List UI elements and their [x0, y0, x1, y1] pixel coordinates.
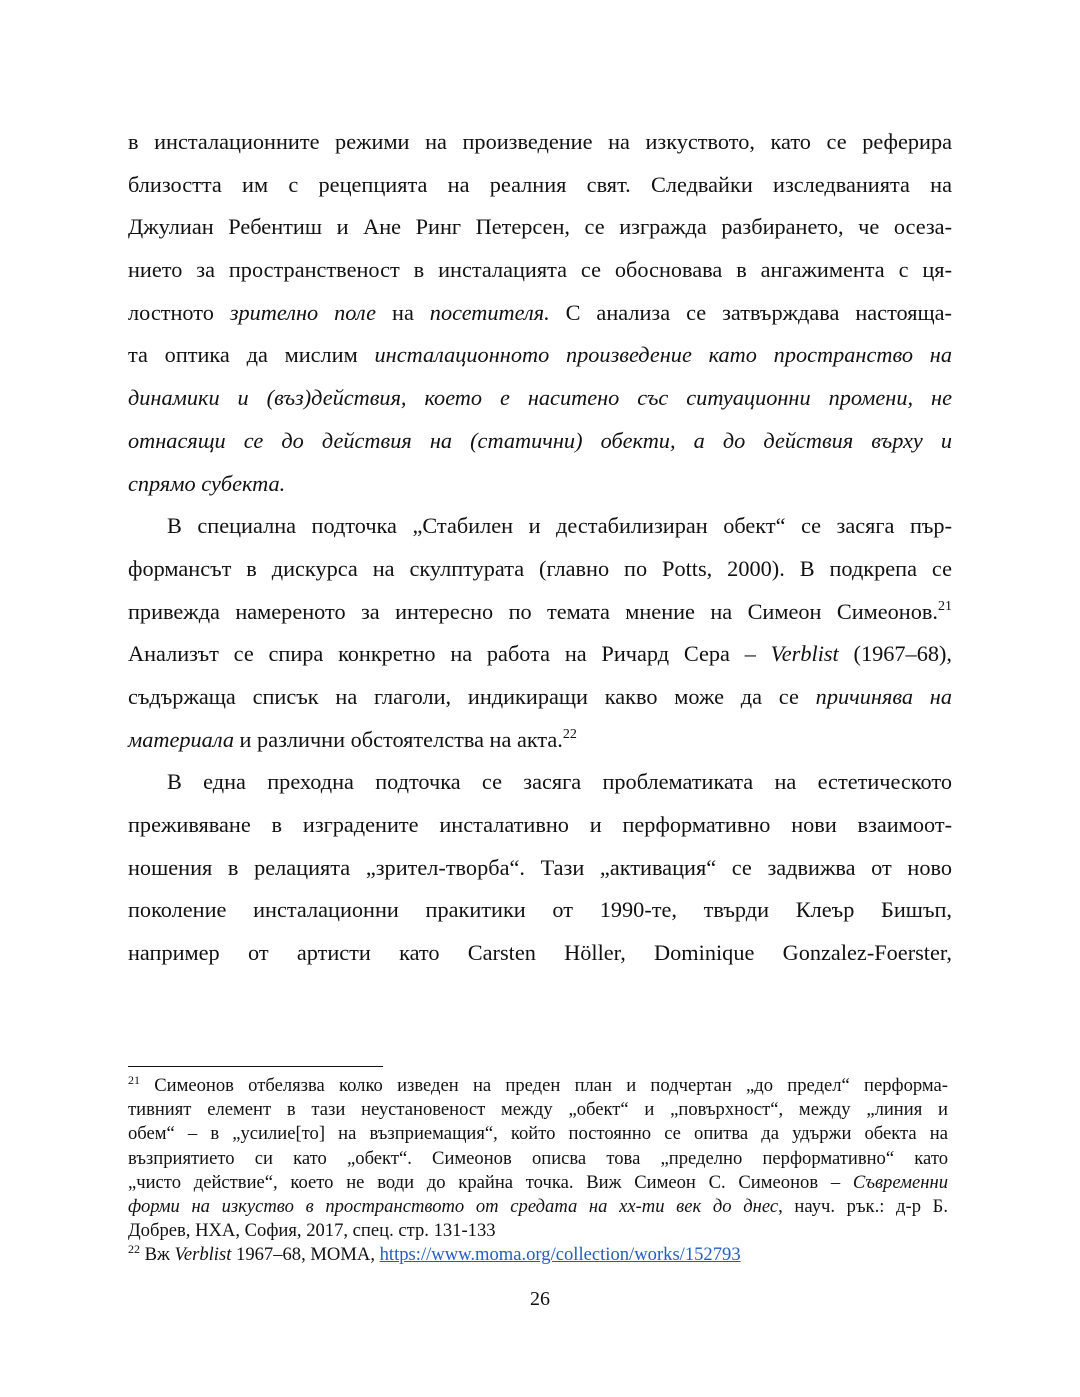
text-segment: Вж: [140, 1244, 175, 1266]
text-segment: лостното: [128, 299, 230, 325]
text-segment: обем“ – в „усилие[то] на възприемащия“, който постоянно се опитва да удържи обекта на: [128, 1123, 948, 1145]
text-segment: , науч. рък.: д-р Б.: [778, 1195, 948, 1217]
text-segment: тивният елемент в тази неустановеност между „обект“ и „повърхност“, между „линия и: [128, 1099, 948, 1121]
italic-text: динамики и (въз)действия, което е наситено със ситуационни промени, не: [128, 385, 952, 411]
footnote-line: [128, 1171, 948, 1195]
text-line: [128, 761, 952, 804]
text-segment: С анализа се затвърждава настояща-: [549, 299, 952, 325]
text-line: [128, 804, 952, 847]
page-number: 26: [530, 1288, 550, 1310]
text-line: [128, 548, 952, 591]
text-line: [128, 633, 952, 676]
footnote-ref: 21: [128, 1073, 140, 1087]
text-segment: близостта им с рецепцията на реалния свят. Следвайки изследванията на: [128, 171, 952, 197]
text-segment: например от артисти като Carsten Höller, Dominique Gonzalez-Foerster,: [128, 940, 952, 966]
source-link[interactable]: https://www.moma.org/collection/works/152793: [379, 1244, 741, 1266]
text-segment: формансът в дискурса на скулптурата (главно по Potts, 2000). В подкрепа се: [128, 555, 952, 581]
text-line: [128, 591, 952, 634]
footnote-ref: 22: [562, 726, 577, 742]
text-line: [128, 932, 952, 975]
text-segment: 1967–68, MOMA,: [231, 1244, 380, 1266]
text-segment: ношения в релацията „зрител-творба“. Тази „активация“ се задвижва от ново: [128, 854, 952, 880]
text-segment: Анализът се спира конкретно на работа на Ричард Сера –: [128, 641, 771, 667]
footnote-line: [128, 1147, 948, 1171]
italic-text: инсталационното произведение като пространство на: [374, 342, 952, 368]
footnote-line: [128, 1243, 948, 1267]
text-segment: привежда намереното за интересно по темата мнение на Симеон Симеонов.: [128, 598, 938, 624]
text-segment: та оптика да мислим: [128, 342, 375, 368]
text-line: [128, 377, 952, 420]
text-segment: в инсталационните режими на произведение на изкуството, като се реферира: [128, 129, 952, 154]
italic-text: зрително поле: [229, 299, 377, 325]
footnote-ref: 21: [938, 598, 952, 614]
italic-text: отнасящи се до действия на (статични) обекти, а до действия върху и: [128, 427, 952, 453]
text-line: [128, 719, 952, 762]
footnotes: [128, 1074, 948, 1268]
text-line: [128, 463, 952, 506]
italic-text: Verblist: [770, 641, 839, 667]
text-line: [128, 292, 952, 335]
text-segment: Добрев, НХА, София, 2017, спец. стр. 131-133: [128, 1220, 496, 1242]
italic-text: форми на изкуство в пространството от средата на хх-ти век до днес: [128, 1195, 779, 1217]
text-segment: нието за пространственост в инсталацията се обосновава в ангажимента с ця-: [128, 257, 952, 283]
text-segment: преживяване в изградените инсталативно и перформативно нови взаимоот-: [128, 812, 952, 837]
text-line: [128, 121, 952, 164]
footnote-line: [128, 1098, 948, 1122]
footnote-line: [128, 1195, 948, 1219]
italic-text: материала: [128, 726, 234, 752]
text-line: [128, 847, 952, 890]
text-line: [128, 889, 952, 932]
footnote-line: [128, 1122, 948, 1146]
footnote-line: [128, 1219, 948, 1243]
text-segment: съдържаща списък на глаголи, индикиращи какво може да се: [128, 683, 816, 709]
italic-text: причинява на: [815, 683, 952, 709]
text-line: [128, 164, 952, 207]
text-line: [128, 420, 952, 463]
italic-text: посетителя.: [429, 299, 550, 325]
text-segment: и различни обстоятелства на акта.: [233, 726, 563, 752]
text-segment: възприятието си като „обект“. Симеонов описва това „пределно перформативно“ като: [128, 1147, 948, 1169]
text-line: [128, 206, 952, 249]
text-line: [128, 334, 952, 377]
footnote-line: [128, 1074, 948, 1098]
text-segment: Симеонов отбелязва колко изведен на преден план и подчертан „до предел“ перформа-: [140, 1075, 948, 1096]
text-line: [128, 249, 952, 292]
text-segment: поколение инсталационни пракитики от 1990-те, твърди Клеър Бишъп,: [128, 897, 952, 923]
text-segment: Джулиан Ребентиш и Ане Ринг Петерсен, се изгражда разбирането, че осеза-: [128, 214, 952, 240]
text-segment: на: [376, 299, 430, 325]
text-segment: „чисто действие“, което не води до крайна точка. Виж Симеон С. Симеонов –: [128, 1171, 853, 1193]
italic-text: Verblist: [174, 1244, 232, 1266]
italic-text: Съвременни: [852, 1171, 948, 1193]
text-segment: В специална подточка „Стабилен и дестабилизиран обект“ се засяга пър-: [167, 513, 952, 539]
footnote-ref: 22: [128, 1242, 140, 1257]
footnote-separator: [128, 1066, 383, 1067]
text-line: [128, 676, 952, 719]
main-text: [128, 121, 952, 975]
text-line: [128, 505, 952, 548]
text-segment: (1967–68),: [838, 641, 952, 667]
italic-text: спрямо субекта.: [128, 470, 286, 496]
text-segment: В една преходна подточка се засяга проблематиката на естетическото: [167, 769, 952, 795]
